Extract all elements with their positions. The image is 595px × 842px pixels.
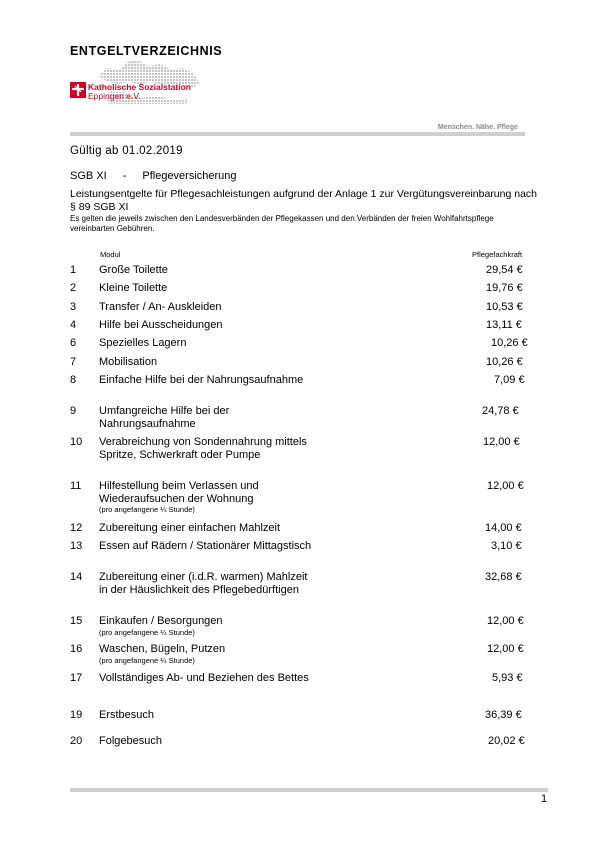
row-price: 32,68 € bbox=[485, 571, 522, 583]
row-number: 9 bbox=[70, 405, 77, 417]
row-service-name bbox=[99, 301, 319, 314]
row-service-name bbox=[99, 672, 319, 685]
row-service-label: Essen auf Rädern / Stationärer Mittagstisch bbox=[99, 540, 312, 552]
row-service-name bbox=[99, 735, 319, 748]
row-number: 3 bbox=[70, 301, 77, 313]
row-service-label: Zubereitung einer einfachen Mahlzeit bbox=[99, 522, 281, 534]
row-number: 8 bbox=[70, 374, 77, 386]
row-service-label: Hilfe bei Ausscheidungen bbox=[99, 319, 223, 331]
row-service-name bbox=[99, 282, 319, 295]
row-number: 2 bbox=[70, 282, 77, 294]
row-number: 1 bbox=[70, 264, 77, 276]
row-number: 11 bbox=[70, 480, 82, 492]
intro-note: Es gelten die jeweils zwischen den Landesverbänden der Pflegekassen und den Verbänden der freien Wohlfahrtspflege vereinbarten Gebühren. bbox=[70, 214, 494, 233]
row-service-name bbox=[99, 643, 319, 666]
row-number: 10 bbox=[70, 436, 83, 448]
row-service-name bbox=[99, 571, 319, 596]
row-number: 15 bbox=[70, 615, 83, 627]
valid-from: Gültig ab 01.02.2019 bbox=[70, 145, 183, 157]
row-service-note: (pro angefangene ¼ Stunde) bbox=[99, 655, 195, 665]
header-divider bbox=[70, 132, 525, 136]
column-header-modul: Modul bbox=[100, 250, 121, 259]
row-price: 36,39 € bbox=[485, 709, 522, 721]
row-service-label: Waschen, Bügeln, Putzen bbox=[99, 643, 226, 655]
row-service-label: Einkaufen / Besorgungen bbox=[99, 615, 223, 627]
row-service-label: Kleine Toilette bbox=[99, 282, 168, 294]
row-price: 10,26 € bbox=[486, 356, 523, 368]
row-number: 6 bbox=[70, 337, 77, 349]
row-service-label: Verabreichung von Sondennahrung mittels Spritze, Schwerkraft oder Pumpe bbox=[99, 436, 307, 461]
row-service-label: Transfer / An- Auskleiden bbox=[99, 301, 222, 313]
section-code: SGB XI bbox=[70, 170, 107, 182]
row-service-name bbox=[99, 264, 319, 277]
row-service-label: Erstbesuch bbox=[99, 709, 155, 721]
row-service-name bbox=[99, 480, 319, 515]
row-service-name bbox=[99, 436, 319, 461]
row-price: 12,00 € bbox=[483, 436, 520, 448]
row-price: 10,26 € bbox=[491, 337, 528, 349]
row-number: 12 bbox=[70, 522, 83, 534]
row-number: 7 bbox=[70, 356, 77, 368]
row-price: 12,00 € bbox=[487, 643, 524, 655]
row-price: 19,76 € bbox=[486, 282, 523, 294]
row-service-label: Zubereitung einer (i.d.R. warmen) Mahlzeit in der Häuslichkeit des Pflegebedürftigen bbox=[99, 571, 308, 596]
row-price: 12,00 € bbox=[487, 480, 524, 492]
section-heading bbox=[70, 170, 237, 182]
row-service-name bbox=[99, 319, 319, 332]
row-price: 5,93 € bbox=[492, 672, 523, 684]
row-price: 7,09 € bbox=[494, 374, 525, 386]
row-service-label: Große Toilette bbox=[99, 264, 168, 276]
row-service-name bbox=[99, 337, 319, 350]
row-service-label: Einfache Hilfe bei der Nahrungsaufnahme bbox=[99, 374, 304, 386]
section-dash: - bbox=[122, 170, 127, 182]
logo-line-2: Eppingen e.V. bbox=[88, 91, 141, 101]
footer-divider bbox=[70, 788, 548, 792]
row-service-label: Folgebesuch bbox=[99, 735, 162, 747]
row-number: 16 bbox=[70, 643, 83, 655]
row-price: 13,11 € bbox=[486, 319, 522, 331]
row-number: 19 bbox=[70, 709, 83, 721]
column-header-pflegefachkraft: Pflegefachkraft bbox=[472, 250, 523, 259]
row-service-label: Umfangreiche Hilfe bei der Nahrungsaufnahme bbox=[99, 405, 230, 430]
row-service-label: Spezielles Lagern bbox=[99, 337, 187, 349]
row-service-name bbox=[99, 540, 319, 553]
row-price: 29,54 € bbox=[486, 264, 523, 276]
row-service-name bbox=[99, 374, 319, 387]
document-title: ENTGELTVERZEICHNIS bbox=[70, 44, 223, 58]
row-service-note: (pro angefangene ¼ Stunde) bbox=[99, 505, 195, 514]
row-service-name bbox=[99, 615, 319, 638]
tagline: Menschen. Nähe. Pflege bbox=[437, 124, 518, 131]
intro-text: Leistungsentgelte für Pflegesachleistungen aufgrund der Anlage 1 zur Vergütungsvereinbarung nach § 89 SGB XI bbox=[70, 188, 537, 213]
row-number: 20 bbox=[70, 735, 83, 747]
row-price: 12,00 € bbox=[487, 615, 524, 627]
row-service-name bbox=[99, 709, 319, 722]
row-price: 3,10 € bbox=[491, 540, 522, 552]
page-number: 1 bbox=[541, 793, 548, 805]
row-service-note: (pro angefangene ¼ Stunde) bbox=[99, 627, 195, 637]
row-price: 14,00 € bbox=[485, 522, 522, 534]
logo-line-1: Katholische Sozialstation bbox=[88, 82, 191, 92]
row-number: 4 bbox=[70, 319, 77, 331]
row-number: 14 bbox=[70, 571, 83, 583]
row-number: 13 bbox=[70, 540, 83, 552]
row-service-label: Vollständiges Ab- und Beziehen des Bettes bbox=[99, 672, 309, 684]
row-number: 17 bbox=[70, 672, 83, 684]
row-price: 24,78 € bbox=[482, 405, 519, 417]
row-price: 20,02 € bbox=[488, 735, 525, 747]
section-name: Pflegeversicherung bbox=[142, 170, 237, 182]
row-service-label: Hilfestellung beim Verlassen und Wiederaufsuchen der Wohnung bbox=[99, 480, 259, 505]
row-service-name bbox=[99, 356, 319, 369]
row-price: 10,53 € bbox=[486, 301, 523, 313]
row-service-name bbox=[99, 522, 319, 535]
row-service-label: Mobilisation bbox=[99, 356, 158, 368]
row-service-name bbox=[99, 405, 319, 430]
